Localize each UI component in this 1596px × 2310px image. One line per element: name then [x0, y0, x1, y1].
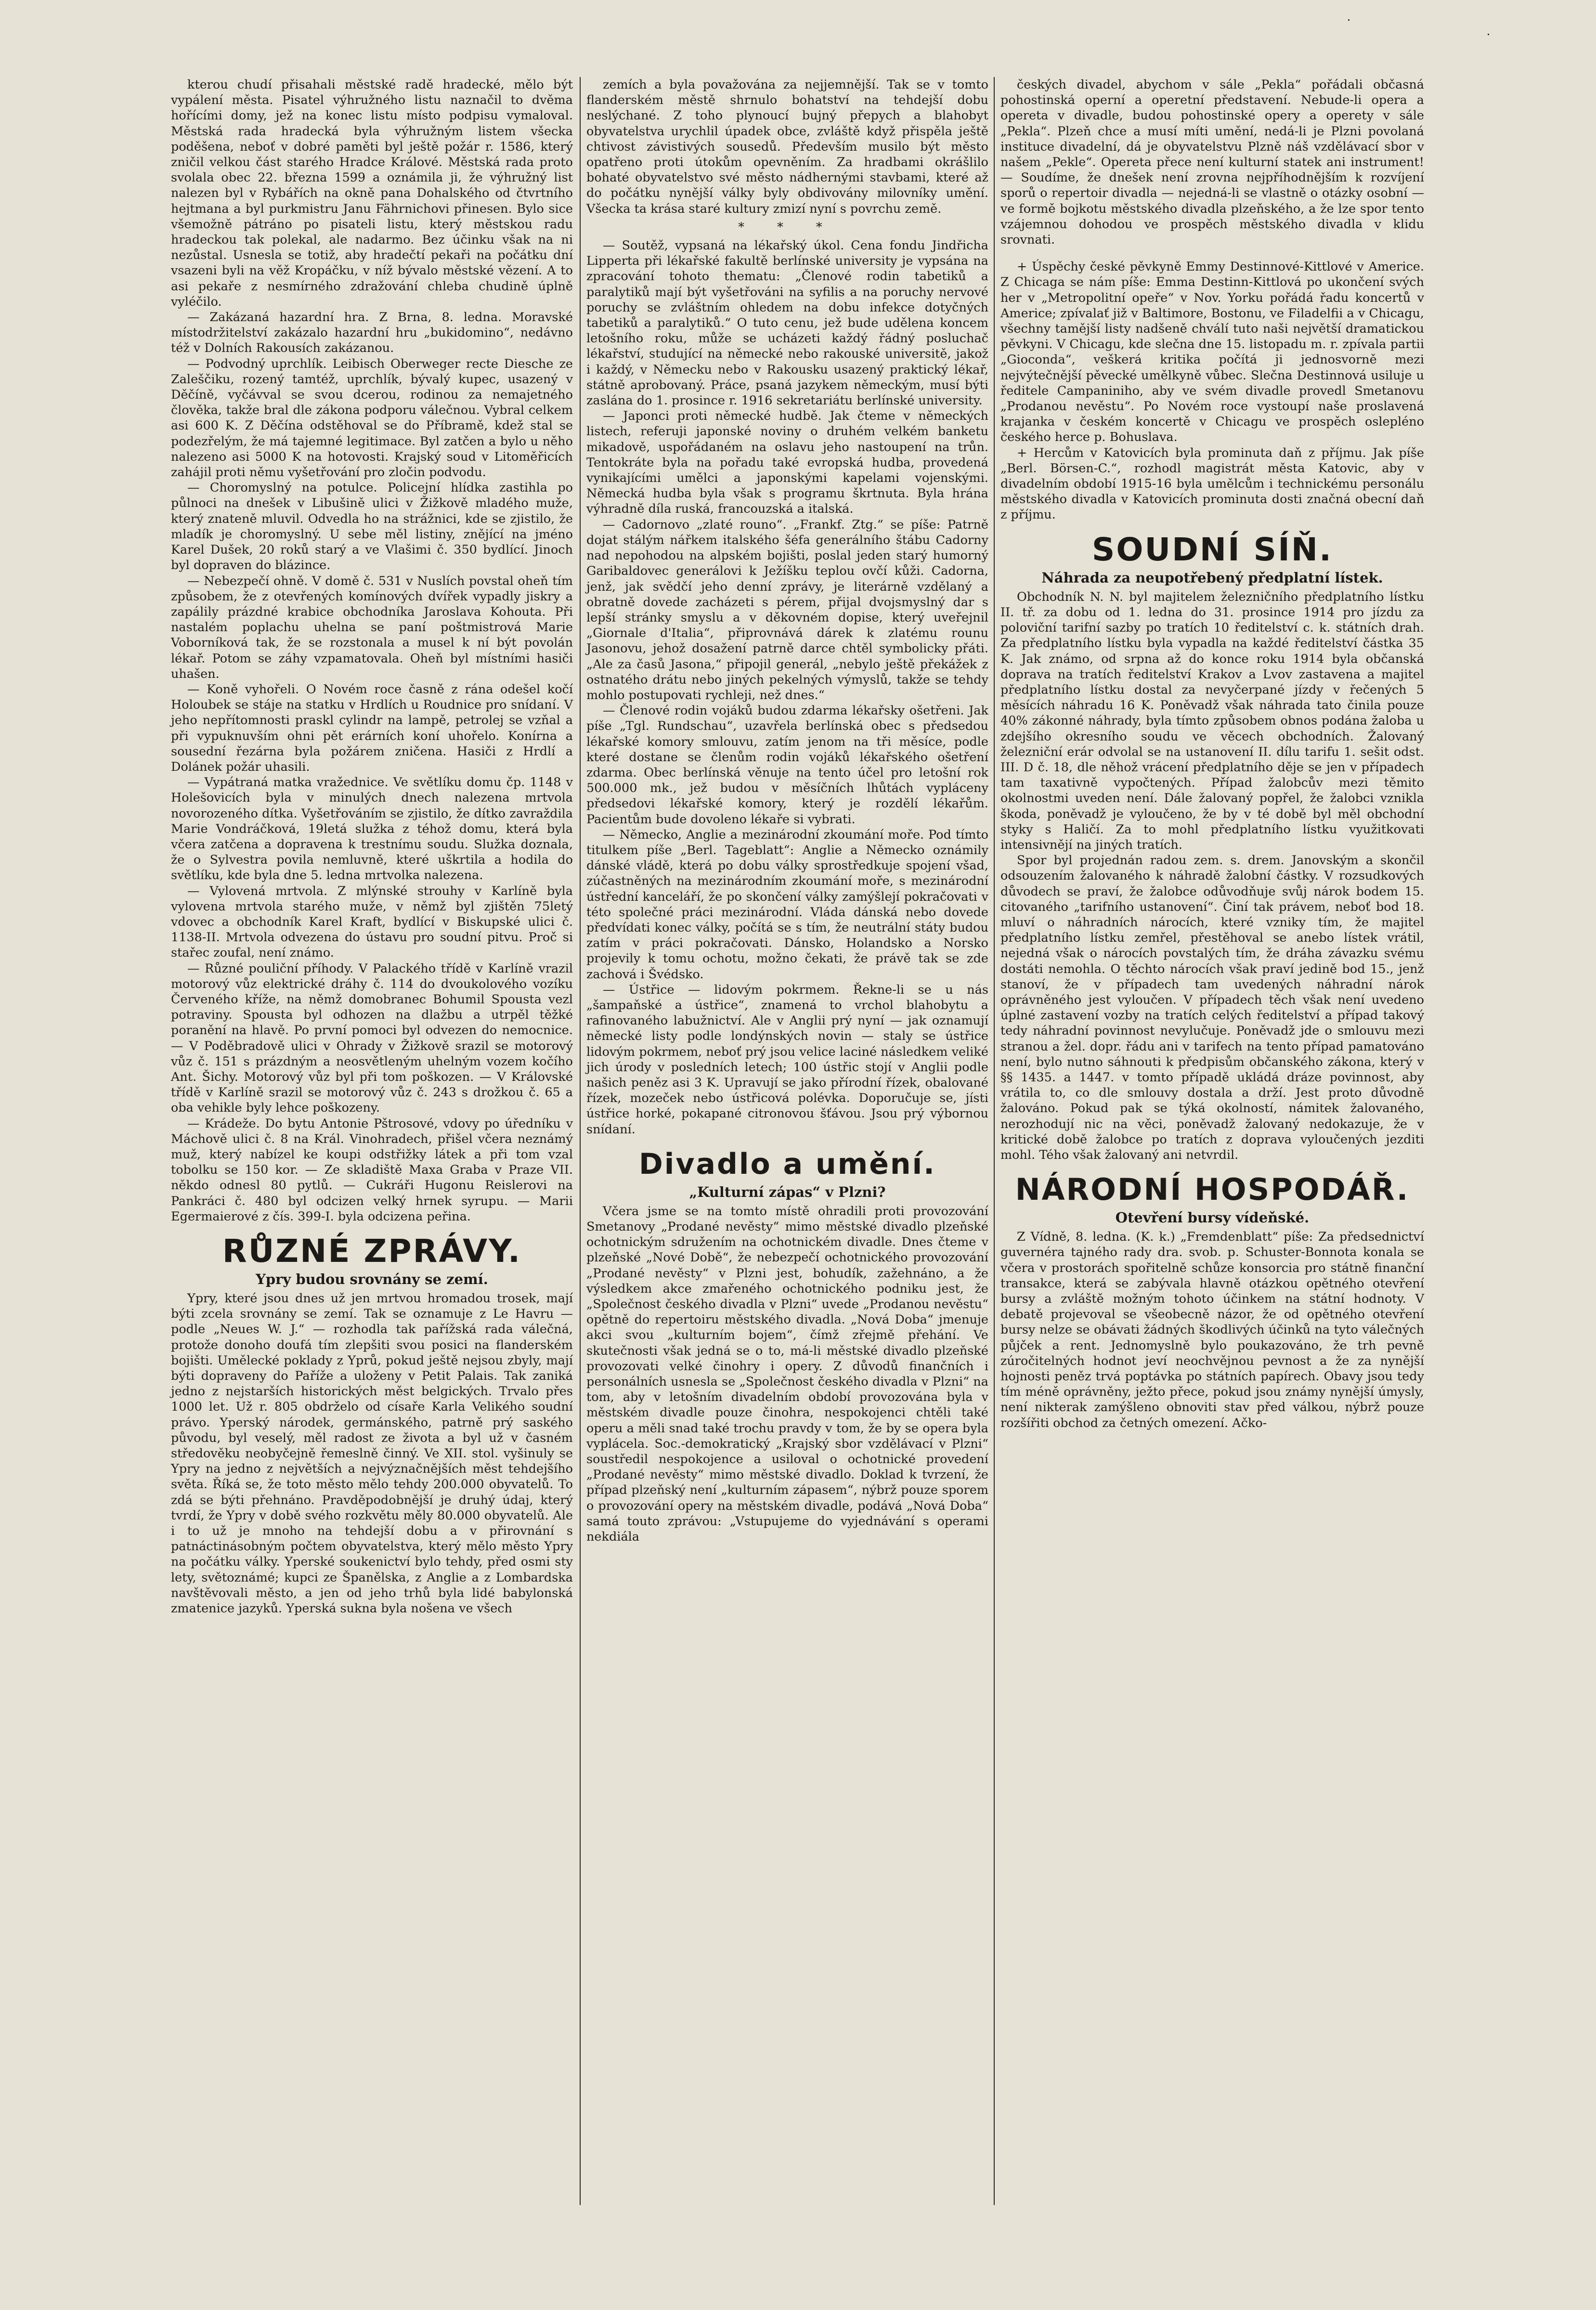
news-item: — Nebezpečí ohně. V domě č. 531 v Nuslích povstal oheň tím způsobem, že z otevřených komínových dvířek vypadly jiskry a zapálily prázdné krabice obchodníka Jaroslava Kohouta. Při nastalém poplachu uhelna se paní poštmistrová Marie Voborníková tak, že se rozstonala a musel k ní být povolán lékař. Potom se záhy vzpamatovala. Oheň byl místními hasiči uhašen. — [171, 573, 573, 681]
news-item: — Různé pouliční příhody. V Palackého třídě v Karlíně vrazil motorový vůz elektrické dráhy č. 114 do dvoukolového vozíku Červeného kříže, na němž domobranec Bohumil Spousta vezl potraviny. Spousta byl odhozen na dlažbu a utrpěl těžké poranění na hlavě. Po první pomoci byl odvezen do nemocnice. — V Poděbradově ulici v Ohrady v Žižkově srazil se motorový vůz č. 151 s prázdným a neosvětleným uhelným vozem kočího Ant. Šichy. Motorový vůz byl při tom poškozen. — V Královské třídě v Karlíně srazil se motorový vůz č. 243 s drožkou č. 65 a oba vehikle byly lehce poškozeny. — [171, 961, 573, 1116]
news-item: — Japonci proti německé hudbě. Jak čteme v německých listech, referuji japonské noviny o druhém velkém banketu mikadově, uspořádaném na oslavu jeho nastoupení na trůn. Tentokráte byla na pořadu také evropská hudba, provedená vynikajícími umělci a japonskými kapelami vojenskými. Německá hudba byla však s programu škrtnuta. Byla hrána výhradně díla ruská, francouzská a italská. — [586, 409, 988, 517]
news-item: — Vylovená mrtvola. Z mlýnské strouhy v Karlíně byla vylovena mrtvola starého muže, v němž byl zjištěn 75letý vdovec a obchodník Karel Kraft, bydlící v Biskupské ulici č. 1138-II. Mrtvola odvezena do ústavu pro soudní pitvu. Proč si stařec zoufal, není známo. — [171, 883, 573, 960]
news-item: — Členové rodin vojáků budou zdarma lékařsky ošetřeni. Jak píše „Tgl. Rundschau“, uzavřela berlínská obec s předsedou lékařské komory smlouvu, zatím jenom na tři měsíce, podle které dostane se členům rodin vojáků lékařského ošetření zdarma. Obec berlínská věnuje na tento účel pro letošní rok 500.000 mk., jež budou v měsíčních lhůtách vypláceny předsedovi lékařské komory, který je rozdělí lékařům. Pacientům bude dovoleno lékaře si vybrati. — [586, 703, 988, 827]
article-body: Obchodník N. N. byl majitelem železničního předplatního lístku II. tř. za dobu od 1. ledna do 31. prosince 1914 pro jízdu za poloviční tarifní sazby po tratích 10 ředitelství c. k. státních drah. Za předplatního lístku byla vypadla na každé ředitelství částka 35 K. Jak známo, od srpna až do konce roku 1914 byla občanská doprava na tratích ředitelství Krakov a Lvov zastavena a majitel předplatního lístku dostal za nevyčerpané jízdy v řečených 5 měsících náhradu 16 K. Poněvadž však náhrada tato činila pouze 40% zákonné náhrady, byla tímto způsobem obnos podána žaloba u zdejšího okresního soudu ve věcech obchodních. Žalovaný železniční erár odvolal se na ustanovení II. dílu tarifu 1. sešit odst. III. D č. 18, dle něhož vrácení předplatního děje se jen v případech tam taxativně vypočtených. Případ žalobcův mezi těmito okolnostmi uveden není. Dále žalovaný popřel, že žalobci vznikla škoda, poněvadž je vyloučeno, že by v té době byl měl obchodní styky s Haličí. Za to mohl předplatního lístku využitkovati intensivnějí na jiných tratích. — [1000, 589, 1424, 852]
column-divider — [994, 77, 995, 2205]
article-title: „Kulturní zápas“ v Plzni? — [689, 1183, 886, 1200]
column-3 — [1000, 77, 1424, 1431]
news-item: — Koně vyhořeli. O Novém roce časně z rána odešel kočí Holoubek se stáje na statku v Hrdlích u Roudnice pro snídaní. V jeho nepřítomnosti praskl cylindr na lampě, petrolej se vzňal a při vypuknuvším ohni pět erárních koní uhořelo. Konírna a sousední řezárna byla požárem zničena. Hasiči z Hrdlí a Dolánek požár uhasili. — [171, 682, 573, 774]
news-item: — Soutěž, vypsaná na lékařský úkol. Cena fondu Jindřicha Lipperta při lékařské fakultě berlínské university je vypsána na zpracování tohoto thematu: „Členové rodin tabetiků a paralytiků mají být vyšetřováni na syfilis a na poruchy nervové poruchy se zvláštním ohledem na dobu infekce dotyčných tabetiků a paralytiků.“ O tuto cenu, jež bude udělena koncem letošního roku, může se ucházeti každý řádný posluchač lékařství, studující na německé nebo rakouské universitě, jakož i každý, v Německu nebo v Rakousku usazený praktický lékař, státně aprobovaný. Práce, psaná jazykem německým, musí býti zaslána do 1. prosince r. 1916 sekretariátu berlínské university. — [586, 238, 988, 408]
article-title: Ypry budou srovnány se zemí. — [256, 1271, 488, 1288]
section-heading: SOUDNÍ SÍŇ. — [1091, 531, 1333, 568]
news-item: — Německo, Anglie a mezinárodní zkoumání moře. Pod tímto titulkem píše „Berl. Tageblatt“: Anglie a Německo oznámily dánské vládě, která po dobu války sprostředkuje spojení všad, zúčastněných na mezinárodním zkoumání moře, s mezinárodní ústřední kanceláří, že po skončení války zamýšlejí pokračovati v této společné práci mezinárodní. Vláda dánská nebo dovede předvídati konec války, počítá se s tím, že neutrální státy budou zatím v práci pokračovati. Dánsko, Holandsko a Norsko projevily k tomu ochotu, možno čekati, že právě tak se zde zachová i Švédsko. — [586, 827, 988, 982]
section-heading: Divadlo a umění. — [639, 1147, 936, 1181]
article-title: Náhrada za neupotřebený předplatní lístek. — [1041, 569, 1383, 586]
news-item: — Vypátraná matka vražednice. Ve světlíku domu čp. 1148 v Holešovicích byla v minulých dnech nalezena mrtvola novorozeného dítka. Vyšetřováním se zjistilo, že dítko zavraždila Marie Vondráčková, 19letá služka z téhož domu, která byla včera zatčena a dopravena k trestnímu soudu. Služka doznala, že o Sylvestra povila nemluvně, které uškrtila a hodila do světlíku, kde byla dne 5. ledna mrtvolka nalezena. — [171, 775, 573, 883]
article-continuation: českých divadel, abychom v sále „Pekla“ pořádali občasná pohostinská operní a operetní představení. Nebude-li opera a opereta v divadle, budou pohostinské opery a operety v sále „Pekla“. Plzeň chce a musí míti umění, nedá-li je Plzni povolaná instituce divadelní, dá je obyvatelstvu Plzně náš vzdělávací sbor v našem „Pekle“. Opereta přece není kulturní statek ani instrument! — Soudíme, že dnešek není zrovna nejpříhodnějším k rozvíjení sporů o repertoir divadla — nejedná-li se vlastně o otázky osobní — ve formě bojkotu městského divadla plzeňského, a že lze spor tento vzájemnou dohodou ve prospěch městského divadla v klidu srovnati. — [1000, 78, 1424, 247]
section-heading: RŮZNÉ ZPRÁVY. — [222, 1233, 522, 1270]
news-item: — Krádeže. Do bytu Antonie Pštrosové, vdovy po úředníku v Máchově ulici č. 8 na Král. Vinohradech, přišel včera neznámý muž, který nabízel ke koupi odstřižky látek a při tom vzal tobolku se 150 kor. — Ze skladiště Maxa Graba v Praze VII. někdo odnesl 80 pytlů. — Cukráři Hugonu Reislerovi na Pankráci č. 480 byl odcizen velký hrnek syrupu. — Marii Egermaierové z čís. 399-I. byla odcizena peřina. — [171, 1116, 573, 1224]
column-2 — [586, 77, 988, 1544]
news-item: — Choromyslný na potulce. Policejní hlídka zastihla po půlnoci na dnešek v Libušině ulici v Žižkově mladého muže, který znateně mluvil. Odvedla ho na strážnici, kde se zjistilo, že mladík je choromyslný. U sebe měl listiny, znějící na jméno Karel Dušek, 20 roků starý a ve Vlašimi č. 350 bydlící. Jinoch byl dopraven do blázince. — [171, 480, 573, 573]
news-item: — Zakázaná hazardní hra. Z Brna, 8. ledna. Moravské místodržitelství zakázalo hazardní hru „bukidomino“, nedávno též v Dolních Rakousích zakázanou. — [171, 310, 573, 356]
column-divider — [580, 77, 581, 2205]
article-body: Spor byl projednán radou zem. s. drem. Janovským a skončil odsouzením žalovaného k náhradě žalobní částky. V rozsudkových důvodech se praví, že žalobce odůvodňuje svůj nárok bodem 15. citovaného „tarifního ustanovení“. Činí tak právem, neboť bod 18. mluví o náhradních nárocích, které vzniky tím, že majitel předplatního lístku zemřel, přestěhoval se anebo lístek vrátil, nejedná však o nárocích povstalých tím, že dráha závazku svému dostáti nemohla. O těchto nárocích však praví jedině bod 15., jenž stanoví, že v případech tam uvedených náhradní nárok oprávněného jest vyloučen. V případech těch však není uvedeno úplné zastavení vozby na tratích celých ředitelství a případ takový tedy náhradní povinnost nevylučuje. Poněvadž jde o smlouvu mezi stranou a žel. dopr. řádu ani v tarifech na tento případ pamatováno není, bylo nutno sáhnouti k předpisům občanského zákona, který v §§ 1435. a 1447. v tomto případě ukládá dráze povinnost, aby vrátila to, co dle smlouvy dostala a drží. Jest proto důvodně žalováno. Pokud pak se týká okolností, námitek žalovaného, nerozhodují nic na věci, poněvadž žalovaný nedokazuje, že v kritické době žalobce po tratích z doprava vyloučených jezditi mohl. Tého však žalovaný ani netvrdil. — [1000, 853, 1424, 1162]
section-heading: NÁRODNÍ HOSPODÁŘ. — [1015, 1172, 1410, 1207]
article-title: Otevření bursy vídeňské. — [1115, 1209, 1310, 1226]
article-continuation: kterou chudí přisahali městské radě hradecké, mělo být vypálení města. Pisatel výhružného listu naznačil to dvěma hořícími domy, jež na konec listu místo podpisu vymaloval. Městská rada hradecká byla výhružným listem všecka poděšena, neboť v dobré paměti byl ještě požár r. 1586, který zničil velkou část starého Hradce Králové. Městská rada proto svolala obec 22. března 1599 a oznámila ji, že výhružný list nalezen byl v Rybářích na okně pana Dohalského od čtvrtního hejtmana a byl purkmistru Janu Fährnichovi přinesen. Bylo sice všemožně pátráno po pisateli listu, který městskou radu hradeckou tak polekal, ale nadarmo. Bez účinku však na ni nezůstal. Usnesla se totiž, aby hradečtí pekaři na počátku dní vsazeni byli na věž Kropáčku, v níž bývalo městské vězení. A to asi pekaře z nesmírného zdražování chleba chudině úplně vyléčilo. — [171, 78, 573, 309]
news-item: — Cadornovo „zlaté rouno“. „Frankf. Ztg.“ se píše: Patrně dojat stálým nářkem italského šéfa generálního štábu Cadorny nad nepohodou na alpském bojišti, poslal jeden starý humorný Garibaldovec generálovi k Ježíšku teplou ovčí kůži. Cadorna, jenž, jak svědčí jeho denní zprávy, je literárně vzdělaný a obratně dovede zacházeti s pérem, přijal dvojsmyslný dar s lepší stránky smyslu a v děkovném dopise, který uveřejnil „Giornale d'Italia“, připrovnává dárek k zlatému rounu Jasonovu, jehož dosažení patrně darce chtěl symbolicky přáti. „Ale za časů Jasona,“ připojil generál, „nebylo ještě překážek z ostnatého drátu nebo jiných pekelných výmyslů, takže se tehdy mohlo postupovati rychleji, než dnes.“ — [586, 517, 988, 702]
column-1 — [171, 77, 573, 1616]
news-item: + Úspěchy české pěvkyně Emmy Destinnové-Kittlové v Americe. Z Chicaga se nám píše: Emma Destinn-Kittlová po ukončení svých her v „Metropolitní opeře“ v Nov. Yorku pořádá řadu koncertů v Americe; zpívalať již v Baltimore, Bostonu, ve Filadelfii a v Chicagu, všechny tamější listy nadšeně chválí tuto naši největší dramatickou pěvkyni. V Chicagu, kde slečna dne 15. listopadu m. r. zpívala partii „Gioconda“, veškerá kritika počítá ji jednosvorně mezi nejvýtečnější pěvecké umělkyně vůbec. Slečna Destinnová usiluje u ředitele Campaniniho, aby ve svém divadle provedl Smetanovu „Prodanou nevěstu“. Po Novém roce vystoupí naše proslavená krajanka v českém koncertě v Chicagu ve prospěch oslepléno českého herce p. Bohuslava. — [1000, 260, 1424, 445]
news-item: — Ústřice — lidovým pokrmem. Řekne-li se u nás „šampaňské a ústřice“, znamená to vrchol blahobytu a rafinovaného labužnictví. Ale v Anglii prý nyní — jak oznamují německé listy podle londýnských novin — staly se ústřice lidovým pokrmem, neboť prý jsou velice laciné následkem veliké jich úrody v posledních letech; 100 ústřic stojí v Anglii podle našich peněz asi 3 K. Upravují se jako přírodní řízek, obalované řízek, mozeček nebo ústřicová polévka. Doporučuje se, jísti ústřice horké, pokapané citronovou šťávou. Jsou prý výbornou snídaní. — [586, 982, 988, 1137]
separator-stars: * * * — [738, 220, 837, 234]
article-body: Ypry, které jsou dnes už jen mrtvou hromadou trosek, mají býti zcela srovnány se zemí. Tak se oznamuje z Le Havru — podle „Neues W. J.“ — rozhodla tak pařížská rada válečná, protože donoho doufá tím zlepšiti svou posici na flanderském bojišti. Umělecké poklady z Yprů, pokud ještě nejsou zbyly, mají býti dopraveny do Paříže a uloženy v Petit Palais. Tak zaniká jedno z nejstarších historických měst belgických. Trvalo přes 1000 let. Už r. 805 obdrželo od císaře Karla Velikého soudní právo. Yperský národek, germánského, patrně prý saského původu, byl veselý, měl radost ze života a byl už v časném středověku neobyčejně řemeslně činný. Ve XII. stol. vyšinuly se Ypry na jedno z největších a nejvýznačnějších měst tehdejšího světa. Říká se, že toto město mělo tehdy 200.000 obyvatelů. To zdá se býti přehnáno. Pravděpodobnější je druhý údaj, který tvrdí, že Ypry v době svého rozkvětu měly 80.000 obyvatelů. Ale i to už je mnoho na tehdejší dobu a v přirovnání s patnáctinásobným počtem obyvatelstva, který mělo město Ypry na počátku války. Yperské soukenictví bylo tehdy, před osmi sty lety, světoznámé; kupci ze Španělska, z Anglie a z Lombardska navštěvovali město, a jen od jeho trhů byla lidé babylonská zmatenice jazyků. Yperská sukna byla nošena ve všech — [171, 1291, 573, 1616]
article-continuation: zemích a byla považována za nejjemnější. Tak se v tomto flanderském městě shrnulo bohatství na tehdejší dobu neslýchané. Z toho plynoucí bujný přepych a blahobyt obyvatelstva urychlil úpadek obce, zvláště když přispěla ještě chtivost závistivých sousedů. Především musilo být město opatřeno proti útokům opevněním. Za hradbami okrášlilo bohaté obyvatelstvo své město nádhernými stavbami, které až do počátku nynější války byly obdivovány milovníky umění. Všecka ta krása staré kultury zmizí nyní s povrchu země. — [586, 78, 988, 216]
article-body: Včera jsme se na tomto místě ohradili proti provozování Smetanovy „Prodané nevěsty“ mimo městské divadlo plzeňské ochotnickým sdružením na ochotnickém divadle. Dnes čteme v plzeňské „Nové Době“, že nebezpečí ochotnického provozování „Prodané nevěsty“ v Plzni jest, bohudík, zažehnáno, a že výsledkem akce zmařeného ochotnického podniku jest, že „Společnost českého divadla v Plzni“ uvede „Prodanou nevěstu“ opětně do repertoiru městského divadla. „Nová Doba“ jmenuje akci svou „kulturním bojem“, čímž zřejmě přehání. Ve skutečnosti však jedná se o to, má-li městské divadlo plzeňské provozovati velké činohry i opery. Z důvodů finančních i personálních usnesla se „Společnost českého divadla v Plzni“ na tom, aby v letošním divadelním období provozována byla v městském divadle pouze činohra, nespokojenci chtěli také operu a měli snad také trochu pravdy v tom, že by se opera byla vyplácela. Soc.-demokratický „Krajský sbor vzdělávací v Plzni“ soustředil nespokojence a usiloval o ochotnické provedení „Prodané nevěsty“ mimo městské divadlo. Doklad k tvrzení, že případ plzeňský není „kulturním zápasem“, nýbrž pouze sporem o provozování opery na městském divadle, podává „Nová Doba“ samá touto zprávou: „Vstupujeme do vyjednávání s operami nekdiála — [586, 1204, 988, 1544]
news-item: + Hercům v Katovicích byla prominuta daň z příjmu. Jak píše „Berl. Börsen-C.“, rozhodl magistrát města Katovic, aby v divadelním období 1915-16 byla umělcům i technickému personálu městského divadla v Katovicích prominuta dosti značná obecní daň z příjmu. — [1000, 445, 1424, 522]
speck — [1348, 19, 1349, 21]
speck — [1488, 34, 1489, 35]
article-body: Z Vídně, 8. ledna. (K. k.) „Fremdenblatt“ píše: Za předsednictví guvernéra tajného rady dra. svob. p. Schuster-Bonnota konala se včera v prostorách spořitelně schůze konsorcia pro státně finanční transakce, která se zabývala hlavně otázkou opětného otevření bursy a zvláště možným tohoto účinkem na státní hodnoty. V debatě projevoval se všeobecně názor, že od opětného otevření bursy nelze se obávati žádných škodlivých účinků na tyto válečných půjček a rent. Jednomyslně bylo poukazováno, že trh pevně zúročitelných hodnot jeví neochvějnou pevnost a že za nynější hojnosti peněz trvá poptávka po státních papírech. Obavy jsou tedy tím méně oprávněny, ježto přece, pokud jsou známy nynější úmysly, není nikterak zamýšleno obnoviti stav před válkou, nýbrž pouze rozšířiti obchod za četných omezení. Ačko- — [1000, 1230, 1424, 1430]
news-item: — Podvodný uprchlík. Leibisch Oberweger recte Diesche ze Zaleščiku, rozený tamtéž, uprchlík, bývalý kupec, usazený v Děčíně, vyčávval se svou dcerou, rodinou za nemajetného člověka, takže bral dle zákona podporu válečnou. Vybral celkem asi 600 K. Z Děčína odstěhoval se do Příbramě, kdež stal se podezřelým, že má tajemné legitimace. Byl zatčen a bylo u něho nalezeno asi 5000 K na hotovosti. Krajský soud v Litoměřicích zahájil proti němu vyšetřování pro zločin podvodu. — [171, 356, 573, 480]
